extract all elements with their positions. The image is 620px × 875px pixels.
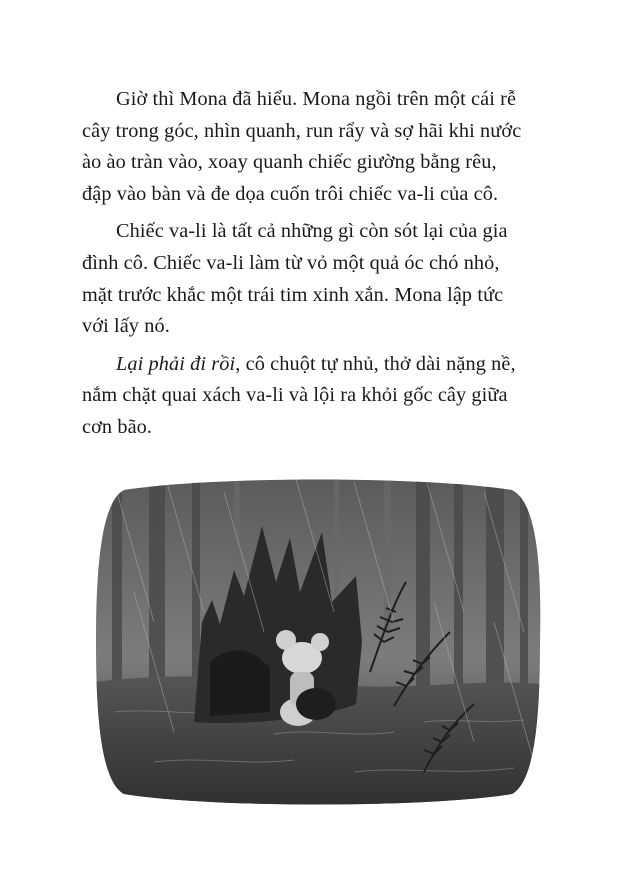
- paragraph-2: Chiếc va-li là tất cả những gì còn sót lại của gia đình cô. Chiếc va-li làm từ vỏ một quả óc chó nhỏ, mặt trước khắc một trái tim xinh xắn. Mona lập tức với lấy nó.: [82, 220, 508, 338]
- paragraph-1: Giờ thì Mona đã hiểu. Mona ngồi trên một cái rễ cây trong góc, nhìn quanh, run rẩy và sợ hãi khi nước ào ào tràn vào, xoay quanh chiếc giường bằng rêu, đập vào bàn và đe dọa cuốn trôi chiếc va-li của cô.: [82, 88, 522, 205]
- story-text: [82, 84, 552, 444]
- paragraph-3-italic-lead: Lại phải đi rồi: [116, 352, 236, 375]
- storm-illustration-drawing: [94, 472, 542, 810]
- paragraph-3: [82, 349, 552, 444]
- paragraph-3-rest: , cô chuột tự nhủ, thở dài nặng nề, nắm chặt quai xách va-li và lội ra khỏi gốc cây giữa cơn bão.: [82, 352, 516, 438]
- storm-illustration: [94, 472, 542, 810]
